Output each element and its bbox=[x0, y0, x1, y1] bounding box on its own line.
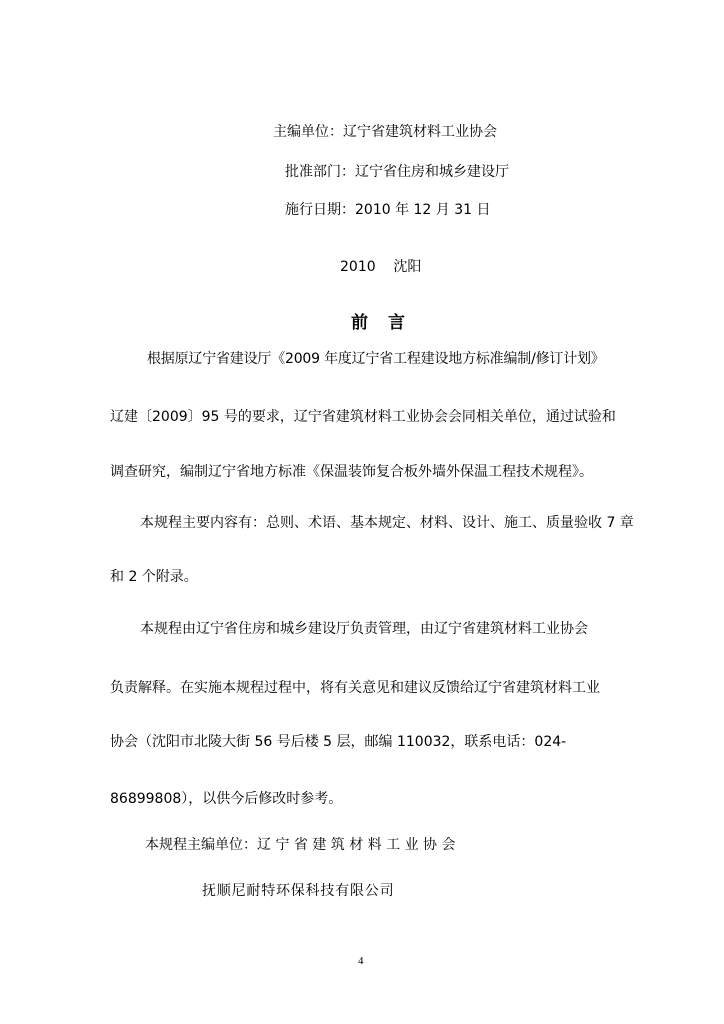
year-city-line: 2010 沈阳 bbox=[340, 259, 422, 275]
effective-date-line: 施行日期：2010 年 12 月 31 日 bbox=[285, 202, 491, 218]
preface-line-7: 负责解释。在实施本规程过程中，将有关意见和建议反馈给辽宁省建筑材料工业 bbox=[110, 680, 600, 696]
preface-line-1: 根据原辽宁省建设厅《2009 年度辽宁省工程建设地方标准编制/修订计划》 bbox=[147, 351, 605, 367]
preface-line-3: 调查研究，编制辽宁省地方标准《保温装饰复合板外墙外保温工程技术规程》。 bbox=[110, 464, 593, 480]
preface-line-11: 抚顺尼耐特环保科技有限公司 bbox=[202, 883, 395, 899]
preface-title: 前言 bbox=[351, 313, 425, 333]
preface-line-9: 86899808），以供今后修改时参考。 bbox=[110, 791, 343, 807]
preface-line-6: 本规程由辽宁省住房和城乡建设厅负责管理，由辽宁省建筑材料工业协会 bbox=[140, 621, 588, 637]
preface-line-5: 和 2 个附录。 bbox=[110, 569, 198, 585]
approver-line: 批准部门：辽宁省住房和城乡建设厅 bbox=[285, 164, 509, 180]
page-number: 4 bbox=[358, 955, 364, 967]
chief-editor-line: 主编单位：辽宁省建筑材料工业协会 bbox=[273, 124, 497, 140]
preface-line-10: 本规程主编单位：辽 宁 省 建 筑 材 料 工 业 协 会 bbox=[145, 837, 456, 853]
preface-line-8: 协会（沈阳市北陵大街 56 号后楼 5 层，邮编 110032，联系电话：024- bbox=[110, 734, 567, 750]
preface-line-4: 本规程主要内容有：总则、术语、基本规定、材料、设计、施工、质量验收 7 章 bbox=[140, 515, 634, 531]
preface-line-2: 辽建〔2009〕95 号的要求，辽宁省建筑材料工业协会会同相关单位，通过试验和 bbox=[110, 409, 616, 425]
